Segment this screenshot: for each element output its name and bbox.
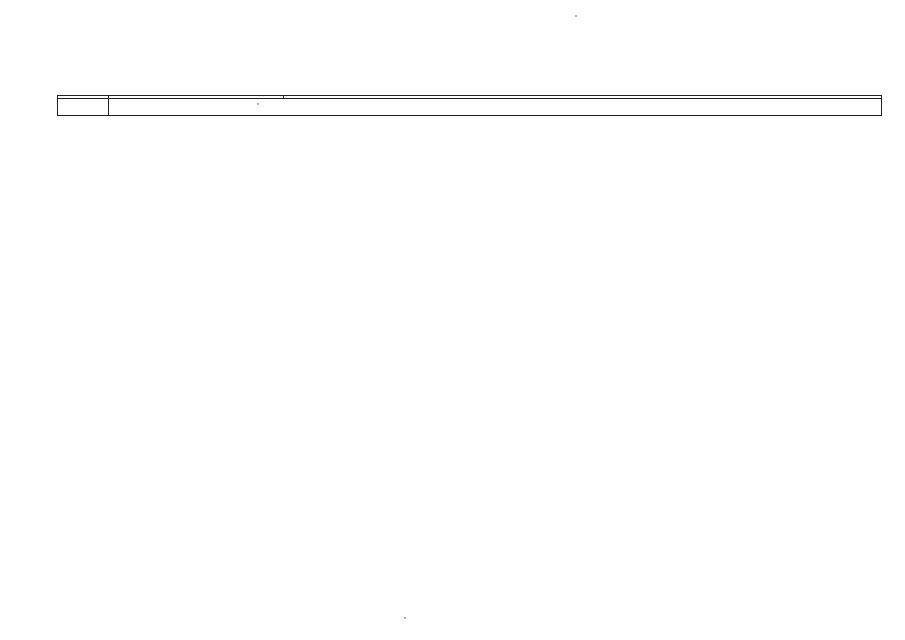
tariff-table <box>57 95 882 116</box>
section-number <box>58 99 109 116</box>
scan-speck <box>404 617 406 619</box>
section-row <box>58 99 882 116</box>
scan-speck <box>575 15 577 17</box>
section-title <box>109 99 882 116</box>
